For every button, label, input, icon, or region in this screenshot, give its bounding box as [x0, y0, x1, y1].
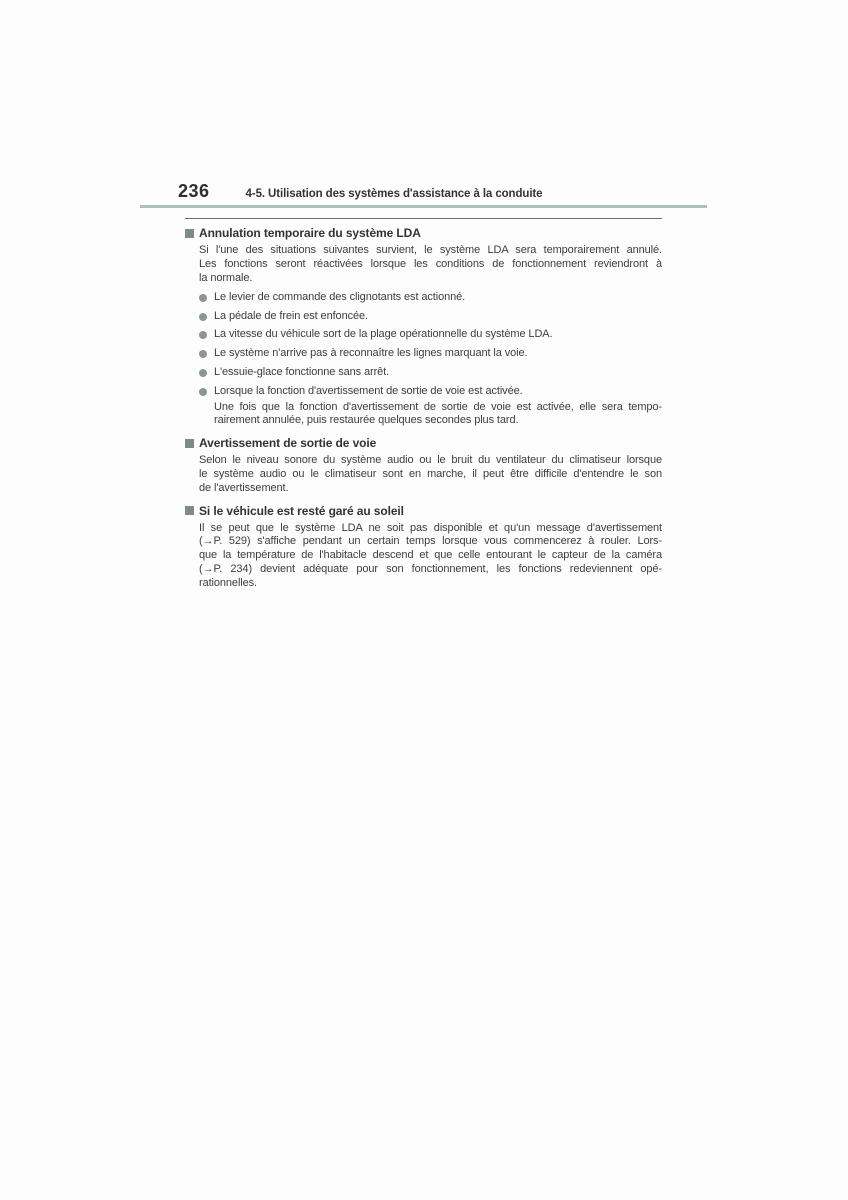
paragraph — [199, 454, 662, 495]
note-line: Une fois que la fonction d'avertissement de sortie de voie est activée, elle sera tempo- — [214, 400, 662, 413]
circle-bullet-icon — [199, 313, 207, 321]
square-bullet-icon — [185, 229, 194, 238]
section-heading-label: Si le véhicule est resté garé au soleil — [199, 503, 404, 518]
page-number: 236 — [178, 181, 210, 201]
page-header — [178, 181, 718, 202]
circle-bullet-icon — [199, 369, 207, 377]
section-heading-label: Avertissement de sortie de voie — [199, 436, 377, 451]
list-item-text: Lorsque la fonction d'avertissement de sortie de voie est activée. — [214, 384, 523, 397]
paragraph-line: Selon le niveau sonore du système audio ou le bruit du ventilateur du climatiseur lorsque — [199, 454, 662, 467]
paragraph-line: (→P. 529) s'affiche pendant un certain temps lorsque vous commencerez à rouler. Lors- — [199, 535, 662, 548]
list-item-text: Le levier de commande des clignotants est actionné. — [214, 290, 466, 303]
paragraph-line: (→P. 234) devient adéquate pour son fonctionnement, les fonctions redeviennent opé- — [199, 562, 662, 575]
section-vehicule-gare-au-soleil — [185, 504, 662, 591]
paragraph-line: de l'avertissement. — [199, 481, 289, 494]
paragraph-line: la normale. — [199, 271, 253, 284]
section-heading — [185, 436, 662, 450]
paragraph — [199, 244, 662, 285]
content-top-rule — [185, 218, 662, 219]
list-item — [199, 347, 662, 361]
paragraph — [199, 522, 662, 591]
circle-bullet-icon — [199, 294, 207, 302]
note-line: rairement annulée, puis restaurée quelques secondes plus tard. — [214, 414, 519, 427]
section-annulation-temporaire — [185, 226, 662, 428]
list-item-note — [214, 401, 662, 429]
list-item — [199, 291, 662, 305]
paragraph-line: le système audio ou le climatiseur sont en marche, il peut être difficile d'entendre le son — [199, 467, 662, 480]
section-heading-label: Annulation temporaire du système LDA — [199, 226, 421, 241]
list-item-text: La pédale de frein est enfoncée. — [214, 309, 368, 322]
list-item — [199, 366, 662, 380]
square-bullet-icon — [185, 439, 194, 448]
circle-bullet-icon — [199, 331, 207, 339]
list-item-text: La vitesse du véhicule sort de la plage opérationnelle du système LDA. — [214, 328, 553, 341]
section-heading — [185, 504, 662, 518]
paragraph-line: Les fonctions seront réactivées lorsque les conditions de fonctionnement reviendront à — [199, 258, 662, 271]
list-item — [199, 385, 662, 399]
page-header-title: 4-5. Utilisation des systèmes d'assistance à la conduite — [245, 188, 543, 200]
paragraph-line: que la température de l'habitacle descend et que celle entourant le capteur de la caméra — [199, 549, 662, 562]
list-item-text: L'essuie-glace fonctionne sans arrêt. — [214, 365, 390, 378]
list-item-text: Le système n'arrive pas à reconnaître les lignes marquant la voie. — [214, 347, 528, 360]
content-column — [185, 218, 662, 591]
list-item — [199, 310, 662, 324]
section-heading — [185, 226, 662, 240]
circle-bullet-icon — [199, 350, 207, 358]
square-bullet-icon — [185, 506, 194, 515]
paragraph-line: Si l'une des situations suivantes survient, le système LDA sera temporairement annulé. — [199, 244, 662, 257]
paragraph-line: Il se peut que le système LDA ne soit pas disponible et qu'un message d'avertissement — [199, 521, 662, 534]
paragraph-line: rationnelles. — [199, 576, 258, 589]
section-avertissement-sortie-voie — [185, 436, 662, 495]
list-item — [199, 328, 662, 342]
circle-bullet-icon — [199, 388, 207, 396]
header-rule — [140, 205, 707, 208]
